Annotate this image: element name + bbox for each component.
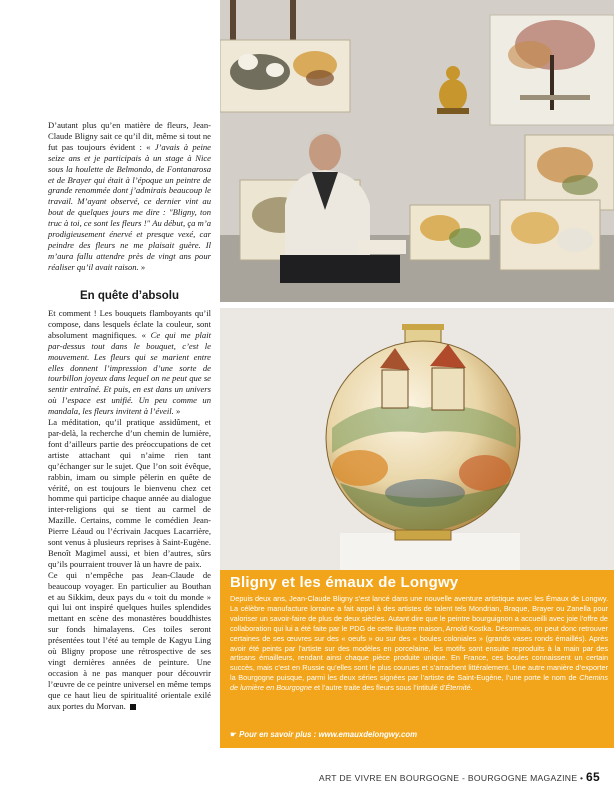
sidebar-paragraph-continued: et l’autre traite des fleurs sous l’intitulé d’ <box>313 683 446 693</box>
website-link[interactable]: ☛ Pour en savoir plus : www.emauxdelongwy.com <box>230 730 418 739</box>
longwy-vase-photo <box>220 308 614 570</box>
body-quote-close: » <box>175 406 181 417</box>
body-paragraph-last: Ce qui n’empêche pas Jean-Claude de beaucoup voyager. En particulier au Bouthan et au Sikkim, deux pays du « toit du monde » qui lui ont inspiré quelques huiles splendides mettant en scène des monastères bouddhistes sur fonds himalayens. Ces toiles seront présentées tout l’été au temple de Kagyu Ling où Bligny propose une rétrospective de ses vingt dernières années de peinture. Une occasion à ne pas manquer pour découvrir l’œuvre de ce peintre universel en même temps que ce haut lieu de spiritualité orientale exilé aux portes du Morvan. <box>48 569 211 711</box>
section-heading: En quête d’absolu <box>79 290 180 302</box>
end-mark <box>130 704 136 710</box>
artist-studio-photo <box>220 0 614 302</box>
sidebar-period: . <box>470 683 473 693</box>
body-text: Et comment ! Les bouquets flamboyants qu’il compose, dans lesquels éclate la couleur, sont absolument magnifiques. « <box>48 308 211 340</box>
intro-quote-close: » <box>140 261 146 272</box>
sidebar-title: Bligny et les émaux de Longwy <box>230 574 459 591</box>
body-quote: Ce qui me plait par-dessus tout dans le bouquet, c’est le mouvement. Les fleurs qui se marient entre elles donnent l’impression d’une sorte de tourbillon joyeux dans lequel on ne peut que se sentir entraîné. Et puis, en est dans un univers où l’espace est unifié. Un peu comme un mandala, les fleurs invitent à l’éveil. <box>48 329 211 417</box>
body-paragraph: La méditation, qu’il pratique assidûment, et par-delà, la recherche d’un chemin de lumière, font d’ailleurs partie des préoccupations de cet artiste attachant qui n’aime rien tant qu’échanger sur le sujet. Que l’on soit évêque, rabbin, imam ou simple pèlerin en quête de vérité, on est toujours le bienvenu chez cet homme qui participe chaque année au dialogue inter-religions qui se tient au carmel de Mazille. Certains, comme le comédien Jean-Pierre Léaud ou l’écrivain Jacques Lacarrière, sont venus à plusieurs reprises à Saint-Eugène. Benoît Magimel aussi, et bien d’autres, sûrs qu’ils pourraient trouver là un havre de paix. <box>48 417 211 569</box>
page-number: 65 <box>586 770 600 784</box>
footer-text: ART DE VIVRE EN BOURGOGNE - BOURGOGNE MAGAZINE • <box>318 773 584 783</box>
intro-text: D’autant plus qu’en matière de fleurs, Jean-Claude Bligny sait ce qu’il dit, même si tout ne fut pas toujours évident : « <box>48 120 211 152</box>
article-body <box>48 308 211 712</box>
sidebar-paragraph: Depuis deux ans, Jean-Claude Bligny s’est lancé dans une nouvelle aventure artistique avec les Émaux de Longwy. La célèbre manufacture lorraine a fait appel à des artistes de talent tels Mondrian, Braque, Brayer ou Zanella pour valoriser un savoir-faire de plus de deux siècles. Autant dire que le peintre bourguignon a accueilli avec joie l’offre de collaboration qui lui a été faite par le PDG de cette illustre maison, Arnold Kostka. Désormais, on peut donc retrouver certaines de ses œuvres sur des « oeufs » ou sur des « boules coloniales » (grands vases ronds émaillés). Après avoir été peints par l’artiste sur des modèles en porcelaine, les motifs sont ensuite reproduits à la main par des artisans émailleurs, rendant ainsi chaque pièce produite unique. En France, ces boules connaissent un certain succès, mais c’est en Russie qu’elles sont le plus courues et s’arrachent littéralement. Une autre manière d’exporter la Bourgogne puisque, parmi les deux séries signées par l’artiste de Saint-Eugène, l’une porte le nom de <box>230 594 608 683</box>
intro-paragraph <box>48 120 211 273</box>
series-name-eternite: Éternité <box>445 683 471 693</box>
studio-illustration <box>220 0 614 302</box>
vase-illustration <box>220 308 614 570</box>
page-footer <box>319 770 600 784</box>
longwy-sidebar <box>220 570 614 748</box>
intro-quote: J’avais à peine seize ans et je participais à un stage à Nice sous la houlette de Belmondo, de Fontanarosa et de Brayer qui était à l’époque un peintre de grande renommée dont j’admirais beaucoup le travail. M’ayant observé, ce dernier vint au bout de quelques jours me dire : "Bligny, ton truc à toi, ce sont les fleurs !" Au début, ça m’a prodigieusement énervé et presque vexé, car peindre des fleurs ne me plaisait guère. Il m’aura fallu attendre près de vingt ans pour réaliser qu’il avait raison. <box>48 141 211 272</box>
series-name-chemins: Chemins de lumière en Bourgogne <box>230 673 609 693</box>
sidebar-text <box>230 594 608 693</box>
